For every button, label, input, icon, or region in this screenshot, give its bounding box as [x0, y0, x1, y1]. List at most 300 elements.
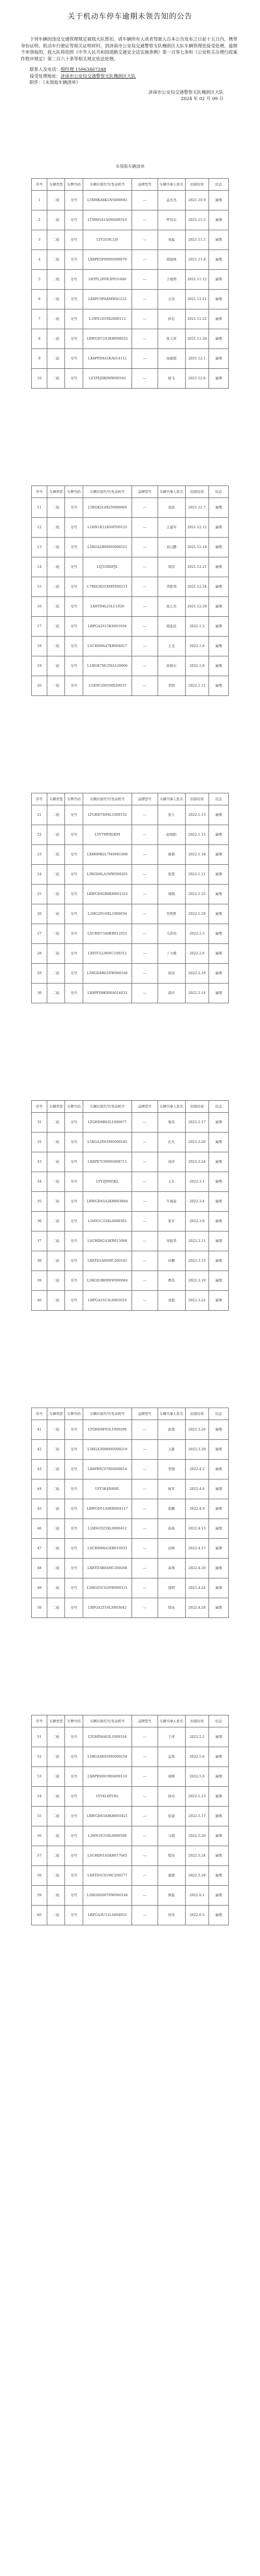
- table-cell: —: [132, 230, 158, 250]
- table-cell: 8: [32, 329, 47, 349]
- table-header-row: [32, 179, 229, 191]
- table-cell: 2022.2.6: [185, 944, 209, 964]
- table-cell: —: [132, 538, 158, 557]
- table-cell: 二轮: [47, 309, 65, 329]
- table-row: [32, 518, 229, 538]
- table-row: [32, 1460, 229, 1479]
- table-cell: 11: [32, 498, 47, 518]
- table-cell: 二轮: [47, 1291, 65, 1311]
- table-cell: —: [132, 1291, 158, 1311]
- table-cell: 无号: [65, 270, 83, 290]
- address-line: [21, 73, 239, 80]
- table-cell: 2022.4.9: [185, 1499, 209, 1519]
- table-cell: 2022.4.2: [185, 1460, 209, 1479]
- table-cell: L5RGK2L0X2N000064: [83, 498, 132, 518]
- table-cell: 48: [32, 1559, 47, 1578]
- table-cell: —: [132, 191, 158, 210]
- table-cell: 逾期: [209, 1787, 229, 1807]
- table-cell: —: [132, 617, 158, 637]
- table-cell: 58: [32, 1866, 47, 1886]
- table-cell: 41: [32, 1420, 47, 1440]
- table-cell: 二轮: [47, 349, 65, 369]
- table-row: [32, 865, 229, 885]
- table-cell: 无号: [65, 577, 83, 597]
- table-cell: 59: [32, 1886, 47, 1906]
- table-cell: LRPGA3U11LS004055: [83, 1906, 132, 1925]
- column-header: 状态: [209, 179, 229, 191]
- table-cell: L5RGA4E05MS000254: [83, 1747, 132, 1767]
- table-cell: 逾期: [209, 1559, 229, 1578]
- table-cell: 无号: [65, 309, 83, 329]
- table-cell: 王新: [158, 1440, 185, 1460]
- table-cell: 王建军: [158, 518, 185, 538]
- table-cell: 杜鹏: [158, 1251, 185, 1271]
- table-cell: L1HN1D10X2000112: [83, 309, 132, 329]
- table-row: [32, 1539, 229, 1559]
- table-cell: LX8PE7C00MS008711: [83, 1152, 132, 1172]
- table-cell: 逾期: [209, 1133, 229, 1152]
- table-cell: L5RMKA8K1NS000081: [83, 191, 132, 210]
- table-cell: 罗伟东: [158, 210, 185, 230]
- table-row: [32, 1886, 229, 1906]
- column-header: 状态: [209, 486, 229, 498]
- table-cell: 二轮: [47, 1767, 65, 1787]
- table-row: [32, 1231, 229, 1251]
- table-cell: 无号: [65, 825, 83, 845]
- table-cell: 2021.12.24: [185, 577, 209, 597]
- table-cell: 二轮: [47, 1519, 65, 1539]
- table-cell: —: [132, 1271, 158, 1291]
- table-cell: 逾期: [209, 865, 229, 885]
- table-cell: 35: [32, 1192, 47, 1212]
- table-cell: 逾期: [209, 1539, 229, 1559]
- table-cell: 无号: [65, 498, 83, 518]
- table-row: [32, 1787, 229, 1807]
- notice-text: [21, 36, 239, 102]
- table-cell: 逾期: [209, 637, 229, 656]
- table-row: [32, 1440, 229, 1460]
- table-cell: 2022.1.8: [185, 656, 209, 676]
- table-cell: 逾期: [209, 498, 229, 518]
- table-cell: 无号: [65, 1787, 83, 1807]
- table-cell: 逾期: [209, 1420, 229, 1440]
- table-cell: 无号: [65, 944, 83, 964]
- table-row: [32, 230, 229, 250]
- table-cell: 无号: [65, 904, 83, 924]
- column-header: 序号: [32, 486, 47, 498]
- table-row: [32, 1251, 229, 1271]
- table-cell: 17: [32, 617, 47, 637]
- table-row: [32, 1113, 229, 1133]
- table-cell: 2021.11.3: [185, 210, 209, 230]
- table-cell: 2022.3.4: [185, 1192, 209, 1212]
- table-cell: —: [132, 250, 158, 270]
- table-cell: 逾期: [209, 1866, 229, 1886]
- contact-block: [21, 67, 239, 86]
- table-cell: 何伟: [158, 1906, 185, 1925]
- table-cell: —: [132, 924, 158, 944]
- table-cell: 无号: [65, 329, 83, 349]
- table-cell: —: [132, 1231, 158, 1251]
- table-cell: 无号: [65, 290, 83, 309]
- table-cell: 刘波: [158, 498, 185, 518]
- table-cell: LSCHD73A9KB012021: [83, 924, 132, 944]
- table-cell: LX8TCLL06NC100312: [83, 944, 132, 964]
- table-cell: 二轮: [47, 845, 65, 865]
- table-cell: LYY7MFB2KM: [83, 825, 132, 845]
- table-cell: LYY2J8M5KL: [83, 1172, 132, 1192]
- column-header: 品牌型号: [132, 486, 158, 498]
- table-cell: 梁伟: [158, 1113, 185, 1133]
- table-cell: 无号: [65, 924, 83, 944]
- table-cell: LTGHD8B02L1000077: [83, 1113, 132, 1133]
- table-cell: 逾期: [209, 210, 229, 230]
- table-header-row: [32, 1715, 229, 1727]
- table-cell: 13: [32, 538, 47, 557]
- table-cell: 2022.3.26: [185, 1420, 209, 1440]
- table-cell: 2022.2.10: [185, 964, 209, 984]
- column-header: 序号: [32, 1408, 47, 1420]
- table-cell: LRTPL2F0X3P031046: [83, 270, 132, 290]
- table-page-3: [31, 793, 229, 1003]
- table-cell: 周辉: [158, 1767, 185, 1787]
- table-cell: 二轮: [47, 984, 65, 1003]
- table-cell: 无号: [65, 676, 83, 696]
- table-cell: 二轮: [47, 1212, 65, 1231]
- table-cell: 2022.2.3: [185, 924, 209, 944]
- table-cell: —: [132, 1846, 158, 1866]
- column-header: 车牌号码: [65, 179, 83, 191]
- table-cell: 2022.4.20: [185, 1559, 209, 1578]
- table-cell: 刘元鹏: [158, 538, 185, 557]
- table-cell: 37: [32, 1231, 47, 1251]
- table-cell: 34: [32, 1172, 47, 1192]
- table-cell: 7: [32, 309, 47, 329]
- table-cell: 孟庆杰: [158, 191, 185, 210]
- table-cell: LRWGD45A2KH003004: [83, 1192, 132, 1212]
- column-header: 车牌号码: [65, 486, 83, 498]
- table-cell: 二轮: [47, 1846, 65, 1866]
- table-cell: 40: [32, 1291, 47, 1311]
- table-cell: 二轮: [47, 656, 65, 676]
- table-cell: 3: [32, 230, 47, 250]
- table-cell: 逾期: [209, 230, 229, 250]
- table-cell: 李刚: [158, 1460, 185, 1479]
- table-cell: 无号: [65, 597, 83, 617]
- table-cell: 2022.3.1: [185, 1172, 209, 1192]
- table-cell: 二轮: [47, 1578, 65, 1598]
- address-value: 济南市公安局交通警察支队槐荫区大队: [60, 73, 136, 79]
- table-cell: 二轮: [47, 1192, 65, 1212]
- table-cell: LTGHD6F05L1000290: [83, 1420, 132, 1440]
- table-row: [32, 1172, 229, 1192]
- table-cell: —: [132, 1826, 158, 1846]
- table-cell: 逾期: [209, 270, 229, 290]
- table-cell: 无号: [65, 1807, 83, 1826]
- table-cell: 60: [32, 1906, 47, 1925]
- table-cell: 2022.1.2: [185, 617, 209, 637]
- column-header: 车辆识别代号/发动机号: [83, 1408, 132, 1420]
- table-cell: LRWGD51A6KH004117: [83, 1499, 132, 1519]
- table-cell: 57: [32, 1846, 47, 1866]
- table-row: [32, 1866, 229, 1886]
- table-cell: 2022.1.15: [185, 825, 209, 845]
- table-cell: 李胜利: [158, 577, 185, 597]
- table-cell: 无号: [65, 1499, 83, 1519]
- table-cell: LRWGD92B8KH001522: [83, 885, 132, 904]
- table-cell: 二轮: [47, 329, 65, 349]
- column-header: 车辆类型: [47, 793, 65, 805]
- table-cell: L5RGA2B09MS008521: [83, 538, 132, 557]
- table-cell: LSCHD88A1KB016033: [83, 1539, 132, 1559]
- table-cell: 二轮: [47, 1231, 65, 1251]
- table-cell: —: [132, 1172, 158, 1192]
- column-header: 车辆类型: [47, 1101, 65, 1113]
- table-cell: 2021.11.21: [185, 290, 209, 309]
- table-cell: —: [132, 825, 158, 845]
- list-caption: 未领取车辆清单: [115, 164, 145, 169]
- table-cell: 38: [32, 1251, 47, 1271]
- table-cell: 二轮: [47, 577, 65, 597]
- table-cell: —: [132, 944, 158, 964]
- table-cell: 无号: [65, 1291, 83, 1311]
- table-cell: L1HGK7H12NA120066: [83, 656, 132, 676]
- table-cell: 51: [32, 1727, 47, 1747]
- table-cell: 赵晓阳: [158, 825, 185, 845]
- column-header: 扣留时间: [185, 1715, 209, 1727]
- table-cell: 43: [32, 1460, 47, 1479]
- table-cell: LSCHD96A7KB004017: [83, 637, 132, 656]
- table-cell: 无号: [65, 1846, 83, 1866]
- table-row: [32, 904, 229, 924]
- table-cell: 2021.11.22: [185, 309, 209, 329]
- column-header: 车辆类型: [47, 1408, 65, 1420]
- column-header: 序号: [32, 1715, 47, 1727]
- signer: 济南市公安局交通警察支队槐荫区大队: [148, 90, 224, 95]
- table-cell: 45: [32, 1499, 47, 1519]
- table-cell: 22: [32, 825, 47, 845]
- table-cell: LX8TD3B04MC200208: [83, 1559, 132, 1578]
- vehicle-table: [31, 1408, 229, 1618]
- table-cell: 高德超: [158, 349, 185, 369]
- table-cell: LYY4L6P2NL: [83, 1787, 132, 1807]
- table-cell: 42: [32, 1440, 47, 1460]
- table-cell: 二轮: [47, 1440, 65, 1460]
- table-cell: 杨军: [158, 1479, 185, 1499]
- table-row: [32, 1499, 229, 1519]
- table-cell: 王东: [158, 1172, 185, 1192]
- table-cell: 马洪伟: [158, 924, 185, 944]
- table-cell: 董斌: [158, 1866, 185, 1886]
- notice-body: 下列车辆因违反交通管理规定被我大队暂扣，请车辆所有人或者驾驶人自本公告发布之日起十五日内，携带身份证明、机动车行驶证等相关证明材料，到济南市公安局交通警察支队槐荫区大队车辆管理处接受处理。逾期不来领取的，我大队将依照《中华人民共和国道路交通安全法实施条例》第一百零七条和《公安机关办理行政案件程序规定》第二百六十条等相关规定依法处理。: [21, 37, 238, 62]
- table-cell: 逾期: [209, 1519, 229, 1539]
- table-row: [32, 1519, 229, 1539]
- table-cell: 无号: [65, 1172, 83, 1192]
- table-row: [32, 845, 229, 865]
- table-cell: —: [132, 885, 158, 904]
- table-cell: LRPGA2T16LS003042: [83, 1598, 132, 1618]
- table-cell: 无号: [65, 1192, 83, 1212]
- column-header: 车牌号码: [65, 1101, 83, 1113]
- table-cell: 2022.3.8: [185, 1212, 209, 1231]
- table-cell: 二轮: [47, 597, 65, 617]
- column-header: 车牌号码: [65, 793, 83, 805]
- table-row: [32, 656, 229, 676]
- table-cell: 张凯: [158, 865, 185, 885]
- table-cell: 逾期: [209, 964, 229, 984]
- table-cell: 2021.11.12: [185, 270, 209, 290]
- column-header: 车辆类型: [47, 486, 65, 498]
- table-cell: 2022.1.21: [185, 865, 209, 885]
- table-row: [32, 1807, 229, 1826]
- table-cell: LRWGD72A5KH008032: [83, 329, 132, 349]
- table-cell: L1HN1E12XN0T00125: [83, 518, 132, 538]
- table-cell: —: [132, 1113, 158, 1133]
- table-row: [32, 1212, 229, 1231]
- table-cell: 二轮: [47, 191, 65, 210]
- table-cell: —: [132, 309, 158, 329]
- table-cell: 无号: [65, 369, 83, 389]
- contact-line: [21, 67, 239, 73]
- column-header: 品牌型号: [132, 1715, 158, 1727]
- table-cell: 曹伟: [158, 1271, 185, 1291]
- table-cell: LX8RMB2L7MS001008: [83, 845, 132, 865]
- table-cell: LSCHD82A3KB015008: [83, 1231, 132, 1251]
- table-row: [32, 885, 229, 904]
- table-cell: 逾期: [209, 1886, 229, 1906]
- table-cell: 无号: [65, 1251, 83, 1271]
- vehicle-table: [31, 1715, 229, 1925]
- table-cell: 49: [32, 1578, 47, 1598]
- table-row: [32, 577, 229, 597]
- table-cell: —: [132, 1906, 158, 1925]
- table-cell: 二轮: [47, 1172, 65, 1192]
- table-cell: 张天祥: [158, 329, 185, 349]
- column-header: 车辆当事人姓名: [158, 1101, 185, 1113]
- table-cell: —: [132, 1886, 158, 1906]
- table-cell: 10: [32, 369, 47, 389]
- table-cell: 逾期: [209, 617, 229, 637]
- table-cell: —: [132, 1519, 158, 1539]
- table-cell: LX8PE5F00MS000079: [83, 250, 132, 270]
- table-cell: —: [132, 349, 158, 369]
- table-row: [32, 676, 229, 696]
- table-cell: 鲁强: [158, 1886, 185, 1906]
- table-cell: 1: [32, 191, 47, 210]
- table-cell: 2022.1.29: [185, 904, 209, 924]
- column-header: 扣留时间: [185, 793, 209, 805]
- table-cell: L5RGA2D03MS000182: [83, 1133, 132, 1152]
- table-cell: 逾期: [209, 557, 229, 577]
- table-cell: 2022.4.6: [185, 1479, 209, 1499]
- table-cell: 丁文斌: [158, 944, 185, 964]
- table-cell: 30: [32, 984, 47, 1003]
- table-cell: 逾期: [209, 845, 229, 865]
- column-header: 扣留时间: [185, 1408, 209, 1420]
- table-cell: 2022.3.29: [185, 1440, 209, 1460]
- column-header: 车辆类型: [47, 179, 65, 191]
- table-cell: 二轮: [47, 518, 65, 538]
- table-row: [32, 964, 229, 984]
- table-cell: —: [132, 1420, 158, 1440]
- table-cell: 无号: [65, 1559, 83, 1578]
- table-cell: —: [132, 637, 158, 656]
- table-cell: 2021.11.28: [185, 329, 209, 349]
- table-cell: 2021.11.5: [185, 230, 209, 250]
- table-cell: 无号: [65, 1906, 83, 1925]
- table-cell: 逾期: [209, 1906, 229, 1925]
- table-cell: 逾期: [209, 349, 229, 369]
- table-header-row: [32, 793, 229, 805]
- table-cell: 无号: [65, 349, 83, 369]
- table-cell: 无号: [65, 250, 83, 270]
- table-cell: 二轮: [47, 1906, 65, 1925]
- table-cell: 逾期: [209, 597, 229, 617]
- column-header: 车辆当事人姓名: [158, 179, 185, 191]
- table-cell: 无号: [65, 1479, 83, 1499]
- table-cell: —: [132, 904, 158, 924]
- table-cell: 孔凡: [158, 1133, 185, 1152]
- table-cell: —: [132, 329, 158, 349]
- table-cell: 孙晓东: [158, 656, 185, 676]
- table-cell: LRWGD63A9KH005021: [83, 1807, 132, 1826]
- table-cell: LX8PFD8A1KA014112: [83, 349, 132, 369]
- table-cell: 逾期: [209, 1113, 229, 1133]
- table-cell: 逾期: [209, 944, 229, 964]
- column-header: 品牌型号: [132, 1101, 158, 1113]
- table-cell: 二轮: [47, 1479, 65, 1499]
- table-cell: 21: [32, 805, 47, 825]
- table-cell: 无号: [65, 1460, 83, 1479]
- table-cell: LX8PE9D03MS009110: [83, 1767, 132, 1787]
- table-cell: 36: [32, 1212, 47, 1231]
- table-cell: 二轮: [47, 230, 65, 250]
- table-cell: 逾期: [209, 984, 229, 1003]
- vehicle-table: [31, 1100, 229, 1311]
- table-cell: 2022.4.17: [185, 1539, 209, 1559]
- table-cell: —: [132, 210, 158, 230]
- table-cell: 无号: [65, 1727, 83, 1747]
- table-cell: 二轮: [47, 865, 65, 885]
- table-cell: 2021.12.1: [185, 349, 209, 369]
- table-row: [32, 617, 229, 637]
- table-cell: —: [132, 518, 158, 538]
- table-cell: 2022.1.25: [185, 885, 209, 904]
- table-cell: 逾期: [209, 1152, 229, 1172]
- table-cell: 2022.1.6: [185, 637, 209, 656]
- signature-block: [21, 90, 239, 102]
- table-cell: 2022.1.18: [185, 845, 209, 865]
- table-cell: 26: [32, 904, 47, 924]
- table-cell: 2022.1.13: [185, 805, 209, 825]
- table-cell: 2022.6.5: [185, 1906, 209, 1925]
- table-cell: L1HG2N16XL1000034: [83, 904, 132, 924]
- table-page-2: [31, 486, 229, 696]
- table-cell: 2021.12.6: [185, 369, 209, 389]
- table-cell: 二轮: [47, 637, 65, 656]
- table-row: [32, 1291, 229, 1311]
- table-cell: 2022.2.14: [185, 984, 209, 1003]
- vehicle-table: [31, 793, 229, 1003]
- table-cell: —: [132, 1866, 158, 1886]
- column-header: 扣留时间: [185, 179, 209, 191]
- table-cell: 无号: [65, 1420, 83, 1440]
- table-cell: 逾期: [209, 250, 229, 270]
- table-cell: —: [132, 845, 158, 865]
- table-cell: —: [132, 984, 158, 1003]
- table-cell: 2022.4.24: [185, 1578, 209, 1598]
- table-cell: 2022.5.20: [185, 1826, 209, 1846]
